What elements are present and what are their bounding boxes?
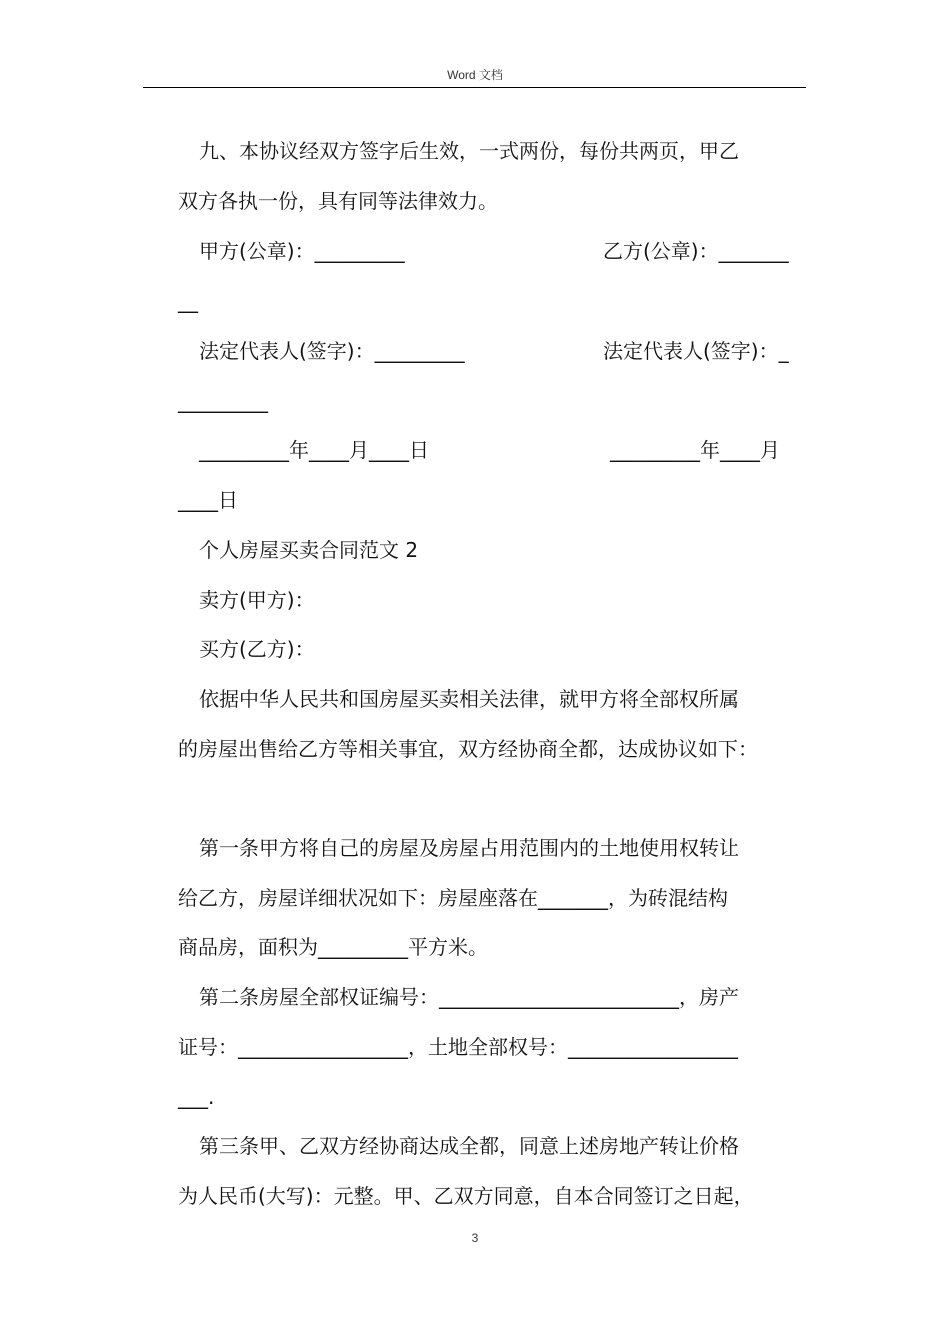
party-b-representative: 法定代表人(签字)：_ — [603, 339, 789, 363]
text-line: 证号：_________________，土地全部权号：_________________ — [178, 1035, 738, 1059]
header-rule — [143, 87, 806, 88]
text-line: 第二条房屋全部权证编号：________________________，房产 — [199, 985, 739, 1009]
text-line: _________ — [178, 389, 268, 413]
text-line: 双方各执一份，具有同等法律效力。 — [178, 189, 498, 213]
text-line: 给乙方，房屋详细状况如下：房屋座落在_______，为砖混结构 — [178, 886, 728, 910]
party-b-seal: 乙方(公章)：_______ — [603, 239, 789, 263]
text-line: ____日 — [178, 488, 238, 512]
text-line: 为人民币(大写)：元整。甲、乙双方同意，自本合同签订之日起， — [178, 1184, 754, 1208]
text-line: __ — [178, 289, 198, 313]
text-line: 第三条甲、乙双方经协商达成全都，同意上述房地产转让价格 — [199, 1134, 739, 1158]
party-a-date: _________年____月____日 — [199, 438, 429, 462]
party-a-representative: 法定代表人(签字)：_________ — [199, 339, 465, 363]
party-a-seal: 甲方(公章)：_________ — [199, 239, 405, 263]
text-line: 依据中华人民共和国房屋买卖相关法律，就甲方将全部权所属 — [199, 687, 739, 711]
party-b-date: _________年____月 — [610, 438, 780, 462]
section-title: 个人房屋买卖合同范文 2 — [199, 538, 419, 562]
page-number: 3 — [471, 1231, 479, 1245]
text-line: ___. — [178, 1085, 215, 1109]
buyer-label: 买方(乙方)： — [199, 637, 315, 661]
seller-label: 卖方(甲方)： — [199, 588, 315, 612]
text-line: 的房屋出售给乙方等相关事宜，双方经协商全都，达成协议如下： — [178, 737, 758, 761]
text-line: 第一条甲方将自己的房屋及房屋占用范围内的土地使用权转让 — [199, 836, 739, 860]
text-line: 九、本协议经双方签字后生效，一式两份，每份共两页，甲乙 — [199, 139, 739, 163]
text-line: 商品房，面积为_________平方米。 — [178, 935, 488, 959]
page-header: Word 文档 — [447, 68, 503, 82]
